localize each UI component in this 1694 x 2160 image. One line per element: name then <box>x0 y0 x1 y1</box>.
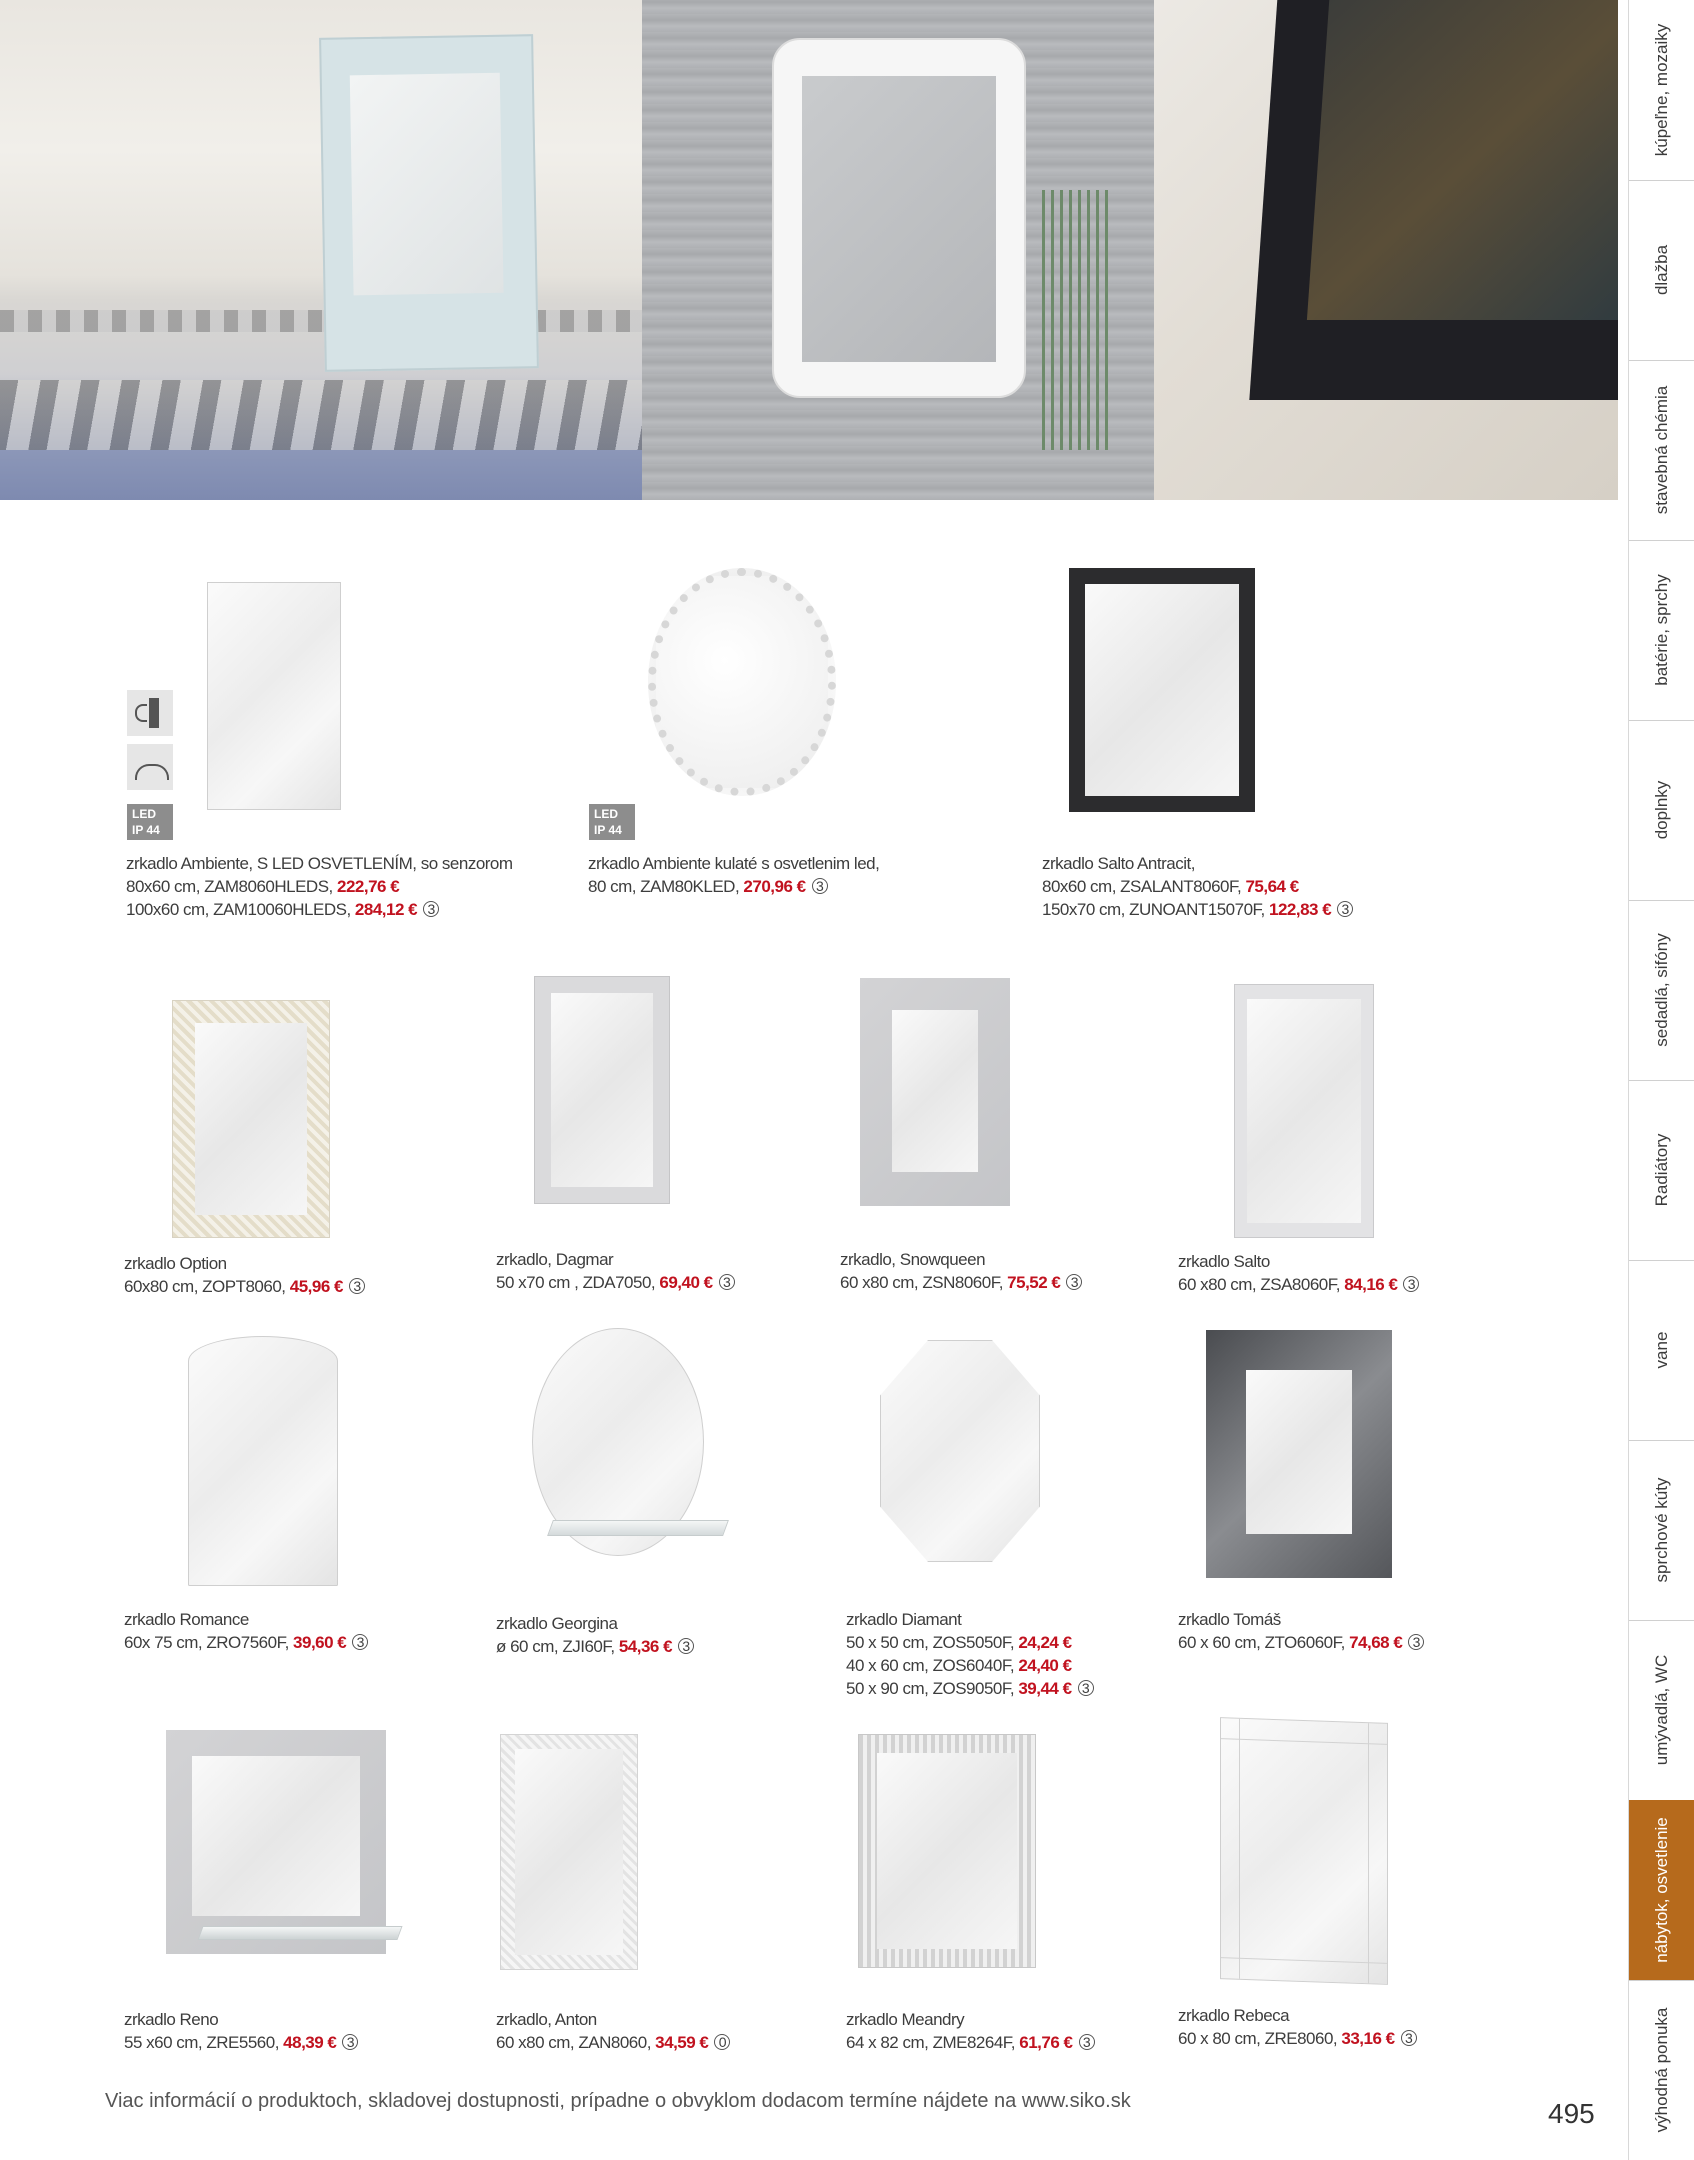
mirror-ambiente-image <box>207 582 341 810</box>
mirror-salto-antracit-image <box>1069 568 1255 812</box>
mirror-meandry-image <box>858 1734 1036 1968</box>
page-number: 495 <box>1548 2098 1595 2129</box>
glass-shelf <box>547 1520 729 1536</box>
white-frame-mirror <box>772 38 1026 398</box>
caption-anton: zrkadlo, Anton 60 x80 cm, ZAN8060, 34,59 € 0 <box>496 2008 730 2054</box>
decor-reeds <box>1042 190 1112 450</box>
caption-ambiente: zrkadlo Ambiente, S LED OSVETLENÍM, so senzorom 80x60 cm, ZAM8060HLEDS, 222,76 € 100x60 cm, ZAM10060HLEDS, 284,12 € 3 <box>126 854 513 919</box>
mirror-anton-image <box>500 1734 638 1970</box>
mirror-salto-image <box>1234 984 1374 1238</box>
mirror-rebeca-image <box>1220 1717 1388 1985</box>
tab-baterie-sprchy[interactable]: batérie, sprchy <box>1629 540 1694 721</box>
tab-stavebna-chemia[interactable]: stavebná chémia <box>1629 360 1694 541</box>
frosted-mirror <box>319 34 539 372</box>
mirror-diamant-image <box>880 1340 1040 1562</box>
sensor-icon <box>127 690 173 736</box>
caption-salto: zrkadlo Salto 60 x80 cm, ZSA8060F, 84,16 € 3 <box>1178 1250 1419 1296</box>
caption-ambiente-round: zrkadlo Ambiente kulaté s osvetlenim led, 80 cm, ZAM80KLED, 270,96 € 3 <box>588 854 880 896</box>
caption-romance: zrkadlo Romance 60x 75 cm, ZRO7560F, 39,60 € 3 <box>124 1608 368 1654</box>
decor-floral-band <box>0 380 642 450</box>
mirror-ambiente-round-image <box>648 568 836 796</box>
footer-info-text: Viac informácií o produktoch, skladovej dostupnosti, prípadne o obvyklom dodacom termíne nájdete na www.siko.sk <box>105 2090 1131 2112</box>
tab-sedadla-sifony[interactable]: sedadlá, sifóny <box>1629 900 1694 1081</box>
caption-dagmar: zrkadlo, Dagmar 50 x70 cm , ZDA7050, 69,40 € 3 <box>496 1248 735 1294</box>
tab-doplnky[interactable]: doplnky <box>1629 720 1694 901</box>
tab-kupelne-mozaiky[interactable]: kúpeľne, mozaiky <box>1629 0 1694 181</box>
mirror-option-image <box>172 1000 330 1238</box>
glass-shelf <box>197 1926 402 1940</box>
tab-umyvadla-wc[interactable]: umývadlá, WC <box>1629 1620 1694 1801</box>
mirror-reno-image <box>166 1730 386 1954</box>
hand-wave-icon <box>127 744 173 790</box>
mirror-snowqueen-image <box>860 978 1010 1206</box>
tab-vane[interactable]: vane <box>1629 1260 1694 1441</box>
tab-dlazba[interactable]: dlažba <box>1629 180 1694 361</box>
decor-border <box>0 310 642 332</box>
mirror-romance-image <box>188 1336 338 1586</box>
hero-photo-white-frame-mirror <box>642 0 1154 500</box>
caption-meandry: zrkadlo Meandry 64 x 82 cm, ZME8264F, 61,76 € 3 <box>846 2008 1095 2054</box>
caption-snowqueen: zrkadlo, Snowqueen 60 x80 cm, ZSN8060F, 75,52 € 3 <box>840 1248 1082 1294</box>
hero-photo-frosted-mirror <box>0 0 642 500</box>
led-ip44-badge: LED IP 44 <box>589 804 635 840</box>
caption-option: zrkadlo Option 60x80 cm, ZOPT8060, 45,96 € 3 <box>124 1252 365 1298</box>
led-ip44-badge: LED IP 44 <box>127 804 173 840</box>
caption-salto-antracit: zrkadlo Salto Antracit, 80x60 cm, ZSALANT8060F, 75,64 € 150x70 cm, ZUNOANT15070F, 122,83 € 3 <box>1042 852 1353 921</box>
caption-rebeca: zrkadlo Rebeca 60 x 80 cm, ZRE8060, 33,16 € 3 <box>1178 2004 1417 2050</box>
dark-frame-mirror <box>1249 0 1618 400</box>
caption-tomas: zrkadlo Tomáš 60 x 60 cm, ZTO6060F, 74,68 € 3 <box>1178 1608 1424 1654</box>
tab-radiatory[interactable]: Radiátory <box>1629 1080 1694 1261</box>
tab-vyhodna-ponuka[interactable]: výhodná ponuka <box>1652 2007 1671 2133</box>
caption-diamant: zrkadlo Diamant 50 x 50 cm, ZOS5050F, 24,24 € 40 x 60 cm, ZOS6040F, 24,40 € 50 x 90 cm, ZOS9050F, 39,44 € 3 <box>846 1608 1094 1700</box>
hero-photo-dark-frame-mirror <box>1154 0 1618 500</box>
caption-reno: zrkadlo Reno 55 x60 cm, ZRE5560, 48,39 € 3 <box>124 2008 358 2054</box>
tab-sprchove-kuty[interactable]: sprchové kúty <box>1629 1440 1694 1621</box>
mirror-dagmar-image <box>534 976 670 1204</box>
category-tab-index <box>1628 0 1694 2160</box>
mirror-tomas-image <box>1206 1330 1392 1578</box>
caption-georgina: zrkadlo Georgina ø 60 cm, ZJI60F, 54,36 € 3 <box>496 1612 694 1658</box>
tab-nabytok-osvetlenie[interactable]: nábytok, osvetlenie <box>1629 1800 1694 1981</box>
